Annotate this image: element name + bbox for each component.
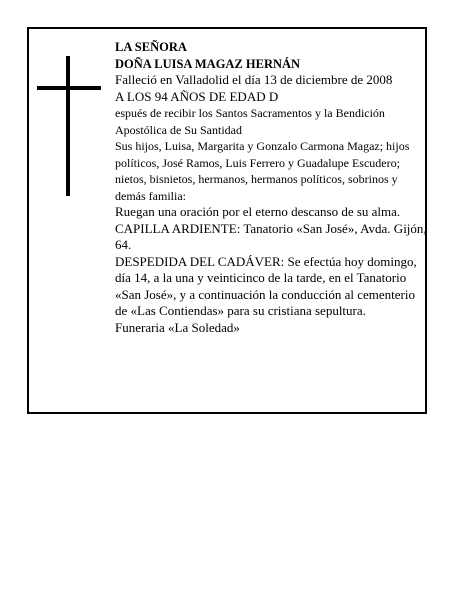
deceased-name: DOÑA LUISA MAGAZ HERNÁN [115, 56, 301, 71]
funeral-home: Funeraria «La Soledad» [115, 319, 240, 335]
notice-title: LA SEÑORA [115, 40, 187, 54]
sacraments-paragraph: espués de recibir los Santos Sacramentos y la Bendición Apostólica de Su Santidad [115, 106, 385, 137]
cross-icon-crossbar [37, 86, 101, 90]
age-line: A LOS 94 AÑOS DE EDAD D [115, 88, 279, 104]
family-paragraph: Sus hijos, Luisa, Margarita y Gonzalo Carmona Magaz; hijos políticos, José Ramos, Luis Ferrero y Guadalupe Escudero; nietos, bisnietos, hermanos, hermanos políticos, sobrinos y demás familia: [115, 139, 410, 203]
death-line: Falleció en Valladolid el día 13 de diciembre de 2008 [115, 72, 393, 87]
prayer-request: Ruegan una oración por el eterno descanso de su alma. [115, 204, 401, 219]
chapel-paragraph: CAPILLA ARDIENTE: Tanatorio «San José», Avda. Gijón, 64. [115, 220, 427, 252]
cross-icon [66, 56, 70, 196]
obituary-text [115, 39, 427, 336]
farewell-paragraph: DESPEDIDA DEL CADÁVER: Se efectúa hoy domingo, día 14, a la una y veinticinco de la tarde, en el Tanatorio «San José», y a continuación la conducción al cementerio de «Las Contiendas» para su cristiana sepultura. [115, 253, 417, 318]
